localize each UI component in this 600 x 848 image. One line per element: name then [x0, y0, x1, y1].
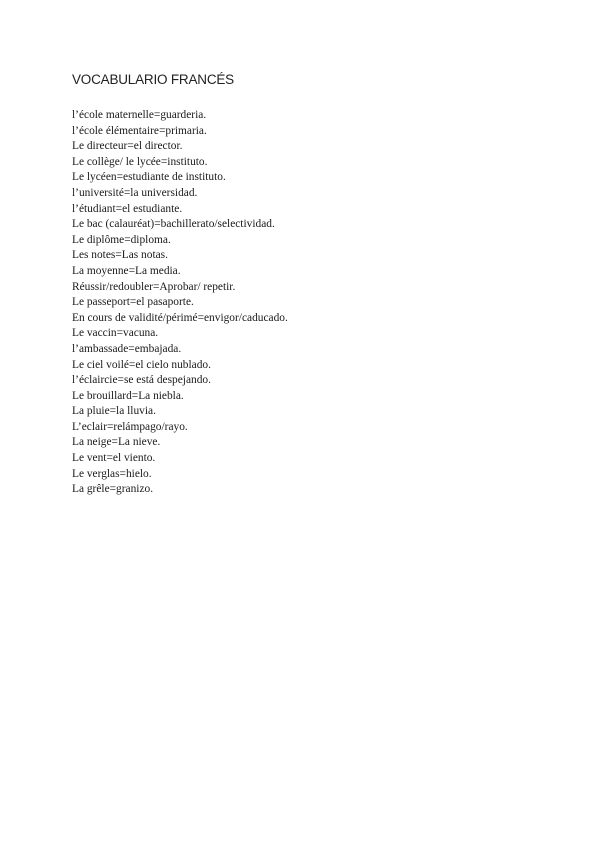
vocab-entry: l’ambassade=embajada.: [72, 342, 182, 355]
vocab-entry: Les notes=Las notas.: [72, 249, 168, 262]
vocab-entry: La pluie=la lluvia.: [72, 405, 156, 418]
vocab-entry: Le vaccin=vacuna.: [72, 327, 159, 340]
vocabulary-list: [72, 108, 288, 498]
vocab-entry: La moyenne=La media.: [72, 264, 181, 277]
document-title: VOCABULARIO FRANCÉS: [72, 72, 234, 87]
vocab-entry: Le lycéen=estudiante de instituto.: [72, 171, 226, 184]
vocab-entry: Le ciel voilé=el cielo nublado.: [72, 358, 211, 371]
vocab-entry: La grêle=granizo.: [72, 483, 154, 496]
vocab-entry: Le directeur=el director.: [72, 140, 183, 153]
vocab-entry: Le collège/ le lycée=instituto.: [72, 155, 208, 168]
vocab-entry: Le vent=el viento.: [72, 452, 156, 465]
vocab-entry: l’éclaircie=se está despejando.: [72, 374, 211, 387]
vocab-entry: Le brouillard=La niebla.: [72, 389, 184, 402]
vocab-entry: Le passeport=el pasaporte.: [72, 296, 194, 309]
vocab-entry: l’étudiant=el estudiante.: [72, 202, 183, 215]
vocab-entry: Le verglas=hielo.: [72, 467, 152, 480]
vocab-entry: En cours de validité/périmé=envigor/caducado.: [72, 311, 288, 324]
vocab-entry: Le bac (calauréat)=bachillerato/selectividad.: [72, 218, 275, 231]
vocab-entry: l’école élémentaire=primaria.: [72, 124, 207, 137]
vocab-entry: l’université=la universidad.: [72, 186, 198, 199]
vocab-entry: Réussir/redoubler=Aprobar/ repetir.: [72, 280, 236, 293]
vocab-entry: l’école maternelle=guarderia.: [72, 109, 207, 121]
vocab-entry: La neige=La nieve.: [72, 436, 161, 449]
vocab-entry: L’eclair=relámpago/rayo.: [72, 420, 188, 433]
vocab-entry: Le diplôme=diploma.: [72, 233, 171, 246]
